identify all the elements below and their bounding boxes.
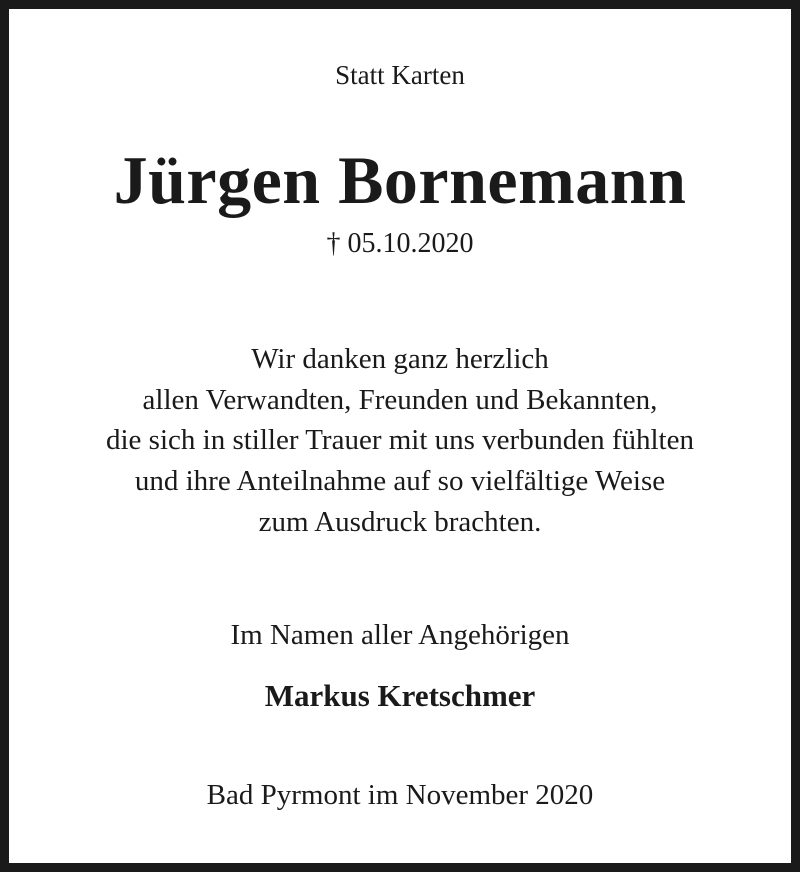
place-date: Bad Pyrmont im November 2020 [206, 779, 594, 811]
signer-name: Markus Kretschmer [264, 678, 536, 713]
death-date: † 05.10.2020 [326, 228, 474, 259]
message-line: Wir danken ganz herzlich [251, 343, 549, 375]
message-line: zum Ausdruck brachten. [258, 506, 542, 538]
notice-header: Statt Karten [335, 60, 465, 90]
message-line: und ihre Anteilnahme auf so vielfältige Weise [134, 465, 666, 497]
closing-line: Im Namen aller Angehörigen [230, 619, 570, 651]
message-line: die sich in stiller Trauer mit uns verbunden fühlten [106, 424, 694, 456]
message-line: allen Verwandten, Freunden und Bekannten, [142, 384, 658, 416]
deceased-name: Jürgen Bornemann [113, 142, 687, 218]
